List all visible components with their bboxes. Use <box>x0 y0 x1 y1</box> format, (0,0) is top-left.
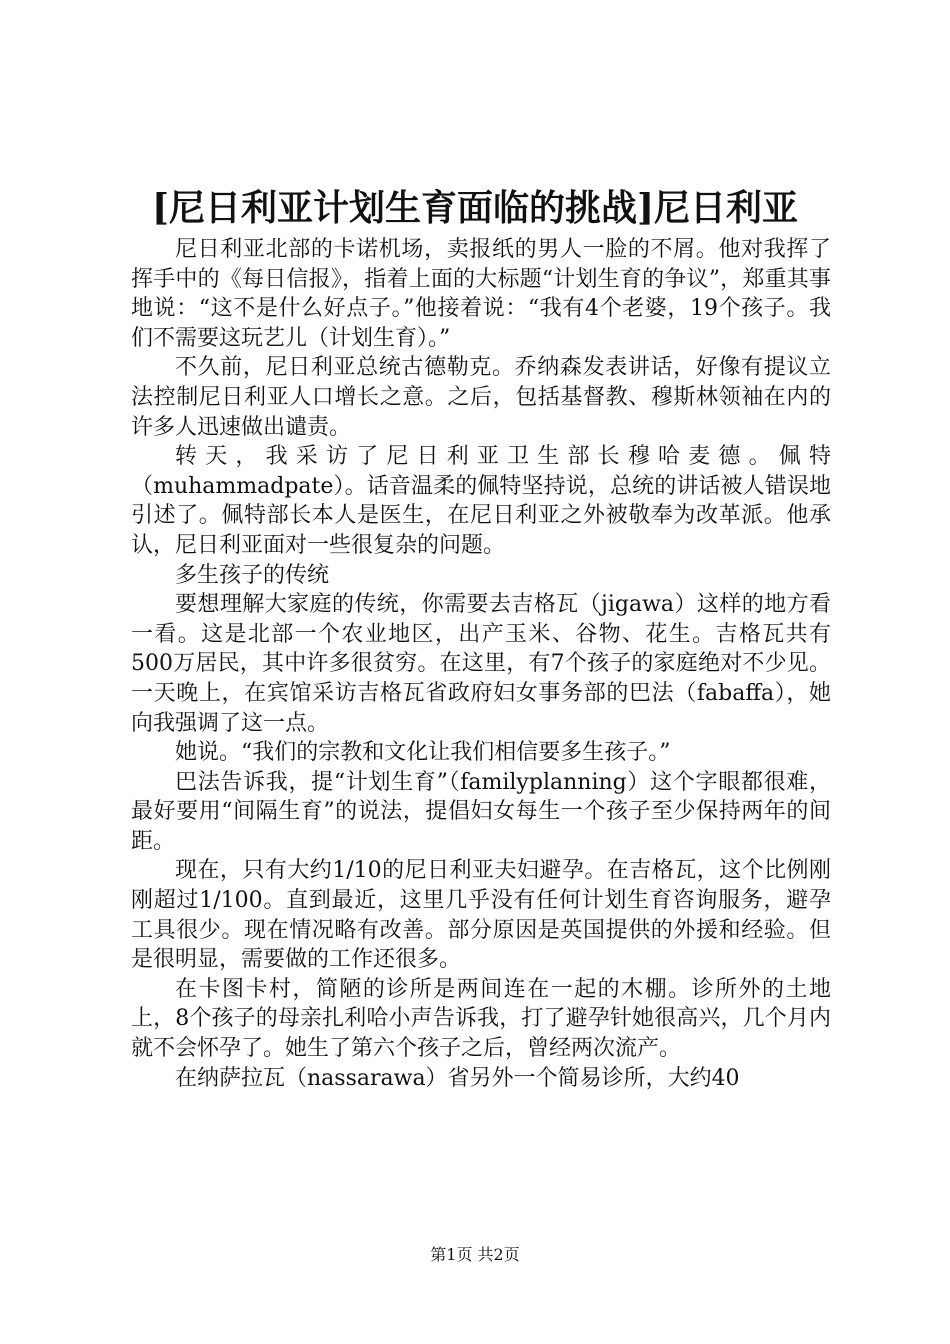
paragraph: 尼日利亚北部的卡诺机场，卖报纸的男人一脸的不屑。他对我挥了挥手中的《每日信报》，指着上面的大标题“计划生育的争议”，郑重其事地说：“这不是什么好点子。”他接着说：“我有4个老婆，19个孩子。我们不需要这玩艺儿（计划生育）。” <box>131 237 831 351</box>
paragraph: 要想理解大家庭的传统，你需要去吉格瓦（jigawa）这样的地方看一看。这是北部一个农业地区，出产玉米、谷物、花生。吉格瓦共有500万居民，其中许多很贫穷。在这里，有7个孩子的家庭绝对不少见。一天晚上，在宾馆采访吉格瓦省政府妇女事务部的巴法（fabaffa），她向我强调了这一点。 <box>131 592 831 736</box>
section-heading: 多生孩子的传统 <box>175 562 330 588</box>
document-body <box>131 235 831 1093</box>
paragraph: 在纳萨拉瓦（nassarawa）省另外一个简易诊所，大约40 <box>175 1065 740 1091</box>
paragraph: 在卡图卡村，简陋的诊所是两间连在一起的木棚。诊所外的土地上，8个孩子的母亲扎利哈小声告诉我，打了避孕针她很高兴，几个月内就不会怀孕了。她生了第六个孩子之后，曾经两次流产。 <box>131 976 831 1062</box>
paragraph: 不久前，尼日利亚总统古德勒克。乔纳森发表讲话，好像有提议立法控制尼日利亚人口增长之意。之后，包括基督教、穆斯林领袖在内的许多人迅速做出谴责。 <box>131 355 831 440</box>
paragraph: 现在，只有大约1/10的尼日利亚夫妇避孕。在吉格瓦，这个比例刚刚超过1/100。直到最近，这里几乎没有任何计划生育咨询服务，避孕工具很少。现在情况略有改善。部分原因是英国提供的外援和经验。但是很明显，需要做的工作还很多。 <box>131 858 831 973</box>
page-title: [尼日利亚计划生育面临的挑战]尼日利亚 <box>151 187 799 229</box>
page-number-footer: 第1页 共2页 <box>430 1245 520 1264</box>
paragraph: 巴法告诉我，提“计划生育”（familyplanning）这个字眼都很难，最好要用“间隔生育”的说法，提倡妇女每生一个孩子至少保持两年的间距。 <box>131 769 831 854</box>
paragraph: 转天，我采访了尼日利亚卫生部长穆哈麦德。佩特（muhammadpate）。话音温柔的佩特坚持说，总统的讲话被人错误地引述了。佩特部长本人是医生，在尼日利亚之外被敬奉为改革派。他承认，尼日利亚面对一些很复杂的问题。 <box>131 444 831 558</box>
paragraph: 她说。“我们的宗教和文化让我们相信要多生孩子。” <box>175 740 671 766</box>
